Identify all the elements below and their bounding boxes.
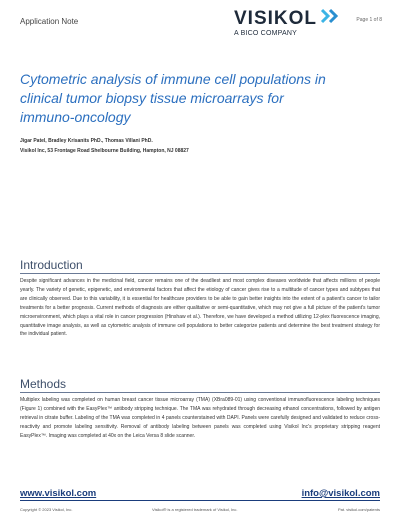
footer-divider	[20, 500, 380, 501]
chevron-logo-icon	[320, 8, 344, 29]
author-list: Jigar Patel, Bradley Krisanits PhD., Thomas Villani PhD.	[20, 138, 153, 144]
email-link[interactable]: info@visikol.com	[301, 488, 380, 499]
document-title	[20, 70, 380, 127]
brand-logo	[234, 8, 334, 37]
section-divider	[20, 392, 380, 393]
introduction-text: Despite significant advances in the medicinal field, cancer remains one of the deadliest and most complex diseases worldwide that affects millions of people yearly. The variety of genetic, epigenetic, and environmental factors that affect the etiology of cancer gives rise to a multitude of cancer types and subtypes that are clinically observed. Due to this variability, it is essential for healthcare providers to be able to gain better insights into the extent of a patient's cancer to tailor treatments for a better prognosis. Current methods of diagnosis are either qualitative or semi-quantitative, which may not give a full picture of the patient's tumor microenvironment, which plays a vital role in cancer progression (Hinshaw et al.). Therefore, we have developed a method utilizing 12-plex fluorescence imaging, quantitative image analysis, as well as cytometric analysis of immune cell populations to better categorize patients and determine the best treatment strategy for the individual patient.	[20, 278, 380, 338]
website-link[interactable]: www.visikol.com	[20, 488, 97, 499]
introduction-heading: Introduction	[20, 258, 83, 272]
methods-heading: Methods	[20, 377, 67, 391]
document-type-label: Application Note	[20, 17, 79, 26]
title-line: Cytometric analysis of immune cell populations in	[20, 71, 326, 87]
brand-subtitle: A BICO COMPANY	[234, 30, 297, 37]
methods-text: Multiplex labeling was completed on human breast cancer tissue microarray (TMA) (XBra089-01) using conventional immunofluorescence labeling techniques (Figure 1) combined with the EasyPlex™ antibody stripping technique. The TMA was rehydrated through decreasing ethanol concentrations, followed by antigen retrieval in citrate buffer. Labeling of the TMA was completed in 4 panels counterstained with DAPI. Panels were carefully designed and validated to reduce cross-reactivity and promote labeling sensitivity. Removal of antibody labeling between panels was completed using Visikol Inc's proprietary stripping reagent EasyPlex™. Imaging was completed at 40x on the Leica Versa 8 slide scanner.	[20, 397, 380, 439]
affiliation: Visikol Inc, 53 Frontage Road Shelbourne Building, Hampton, NJ 08827	[20, 148, 189, 154]
copyright-text: Copyright © 2023 Visikol, Inc.	[20, 507, 73, 512]
page-number: Page 1 of 8	[356, 17, 382, 23]
title-line: immuno-oncology	[20, 109, 131, 125]
trademark-text: Visikol® is a registered trademark of Visikol, Inc.	[152, 507, 238, 512]
title-line: clinical tumor biopsy tissue microarrays for	[20, 90, 284, 106]
section-divider	[20, 273, 380, 274]
patents-text: Pat. visikol.com/patents	[337, 507, 380, 512]
brand-name: VISIKOL	[234, 7, 318, 29]
